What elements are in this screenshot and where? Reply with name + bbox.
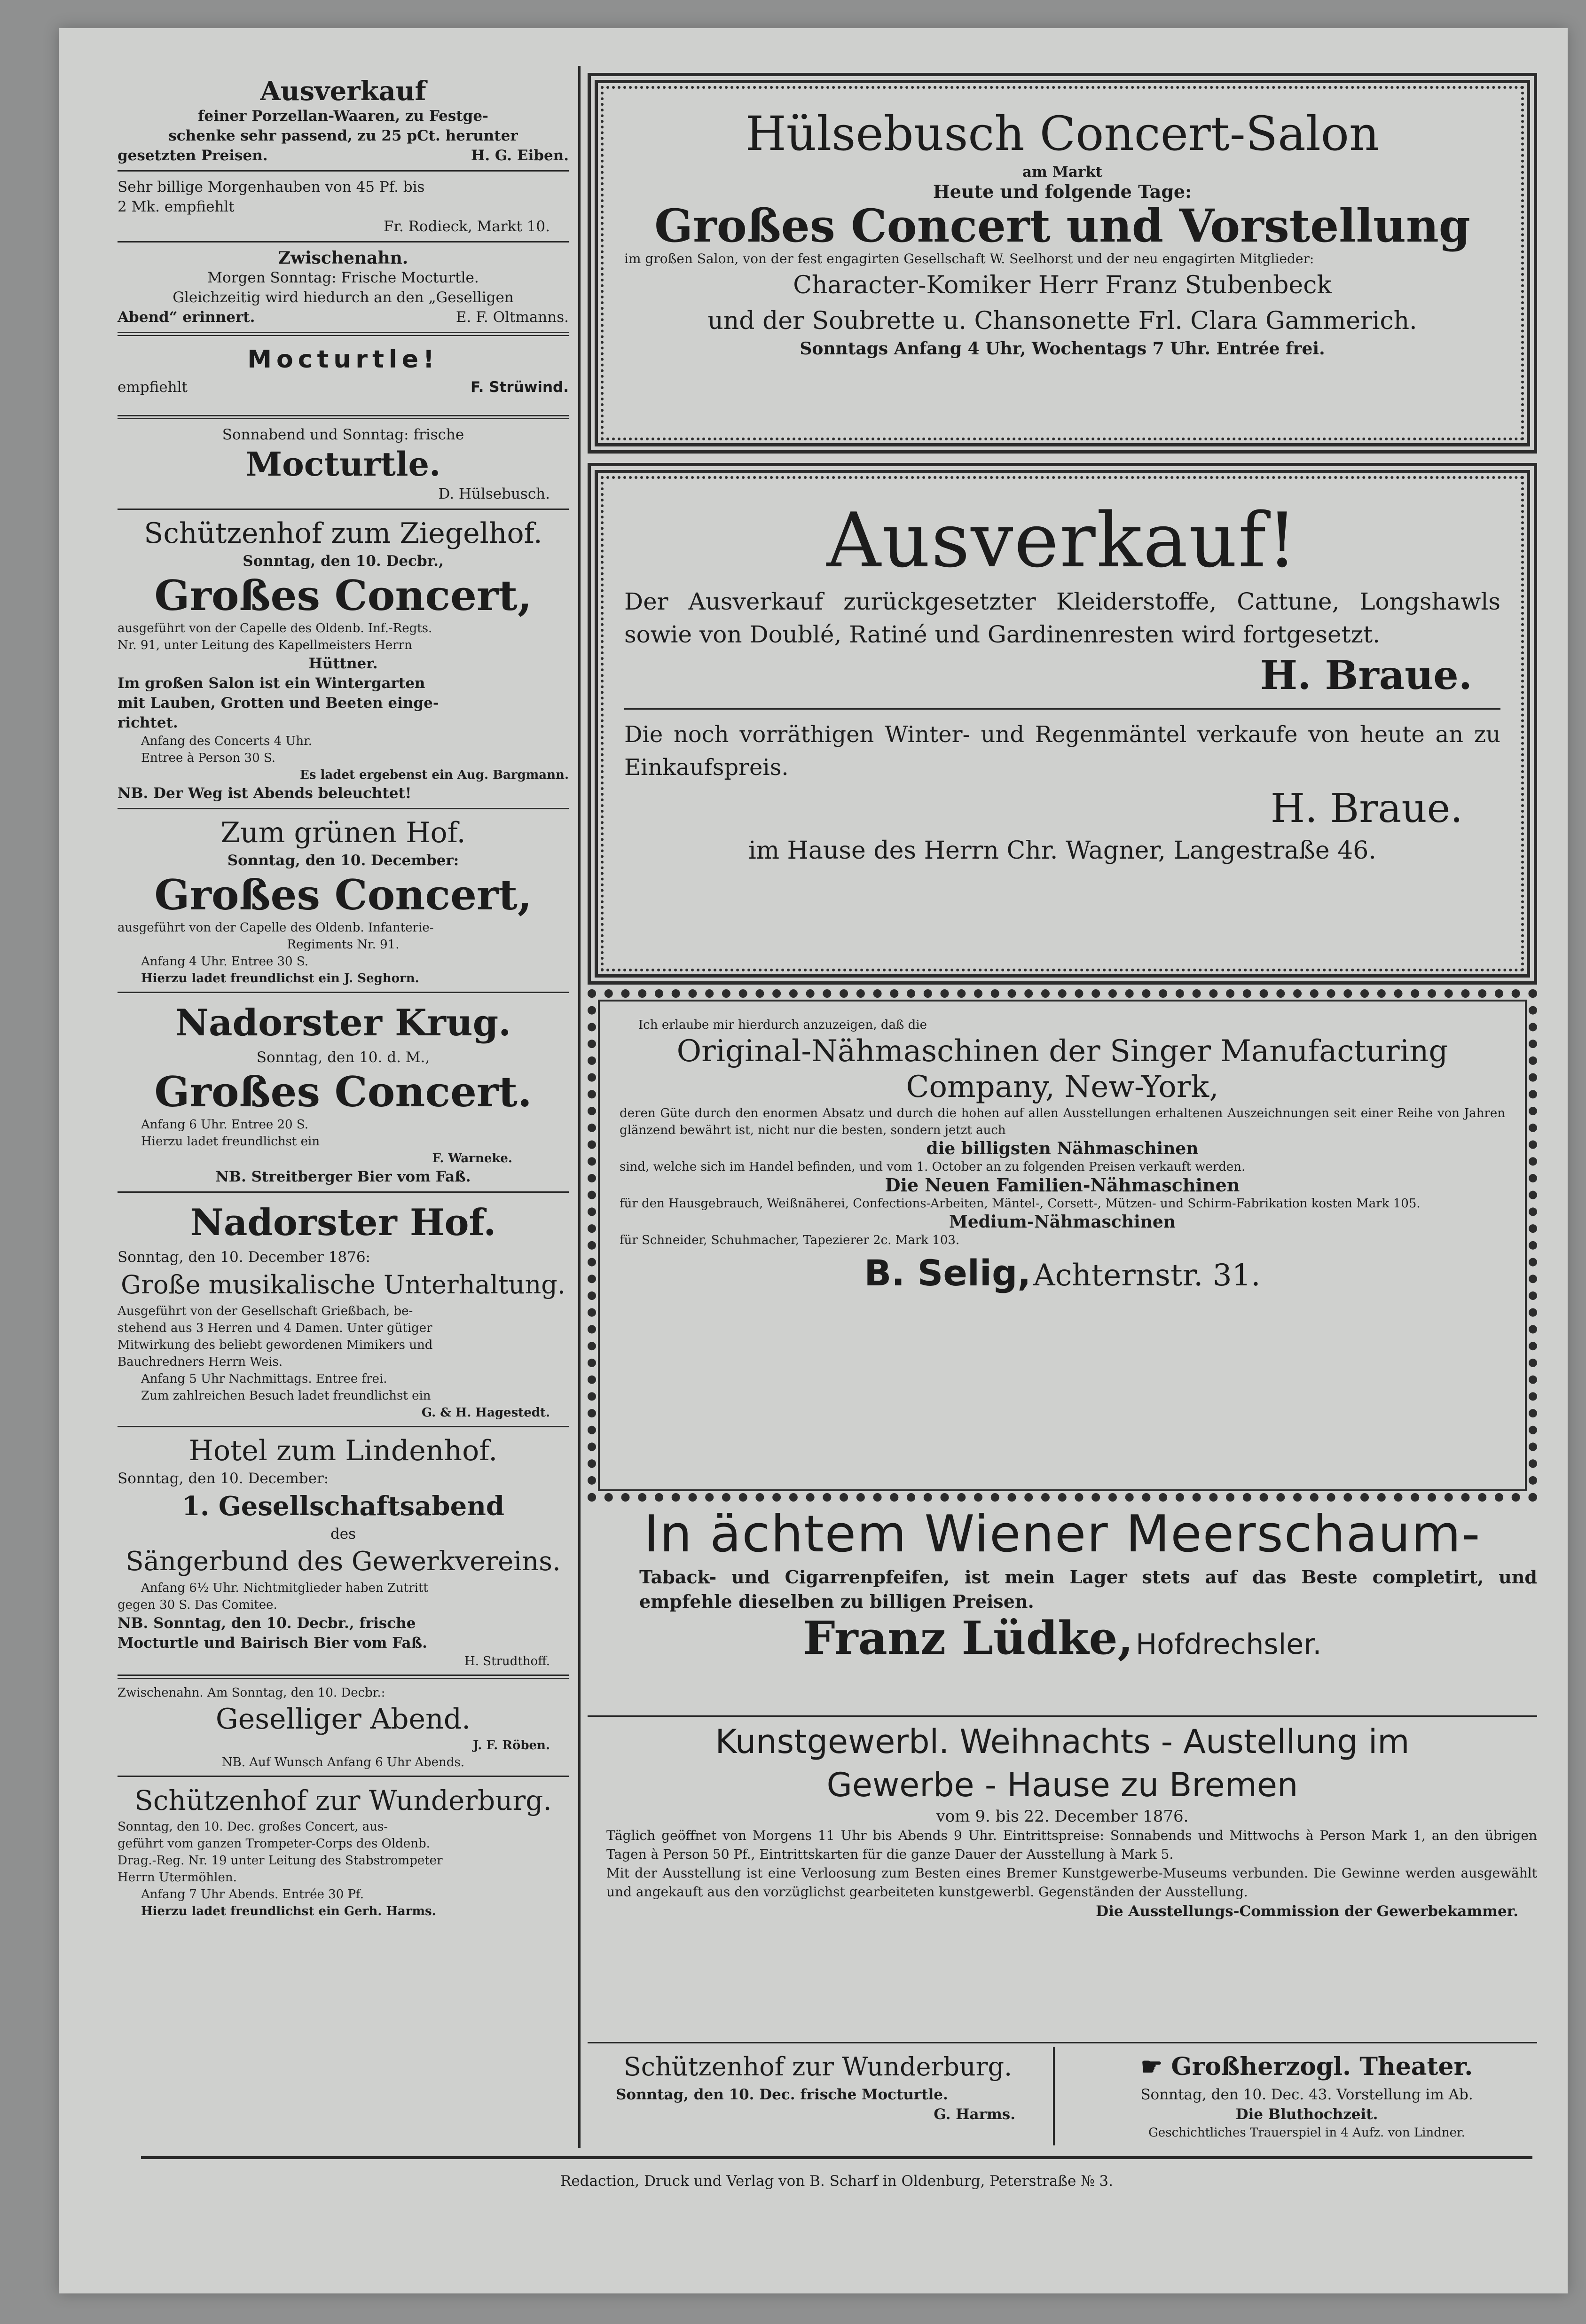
ad-address: im Hause des Herrn Chr. Wagner, Langestraße 46. [748,837,1376,865]
ad-note: NB. Auf Wunsch Anfang 6 Uhr Abends. [221,1755,465,1769]
ad-text: im großen Salon, von der fest engagirten Gesellschaft W. Seelhorst und der neu engagirten Mitglieder: [624,251,1314,266]
ad-date: Sonntag, den 10. December: [227,852,459,869]
ad-text: sind, welche sich im Handel befinden, und vom 1. October an zu folgenden Preisen verkauft werden. [620,1160,1246,1174]
ad-headline: Großes Concert und Vorstellung [654,199,1470,252]
ad-line: ausgeführt von der Capelle des Oldenb. Inf.-Regts. [118,621,432,635]
ad-braue [588,463,1537,985]
ad-title: In ächtem Wiener Meerschaum- [644,1505,1481,1564]
ad-text: Die noch vorräthigen Winter- und Regenmäntel verkaufe von heute an zu Einkaufspreis. [624,721,1500,781]
ad-signature: Fr. Rodieck, Markt 10. [383,218,550,235]
ad-text: Täglich geöffnet von Morgens 11 Uhr bis Abends 9 Uhr. Eintrittspreise: Sonnabends und Mittwochs à Person Mark 1, an den übrigen Tagen à Person 50 Pf., Eintrittskarten für die ganze Dauer der Ausstellung à Mark 5. [606,1828,1537,1862]
ad-title: Nadorster Krug. [175,1002,511,1044]
ad-address: Achternstr. 31. [1033,1258,1261,1293]
ad-rodieck [118,172,569,241]
ad-title: Schützenhof zur Wunderburg. [134,1784,552,1816]
ad-signature: H. G. Eiben. [471,147,569,164]
ad-line: Hierzu ladet freundlichst ein [141,1135,320,1149]
ad-line: gesetzten Preisen. [118,147,268,164]
ad-wunderburg-right [602,2049,1034,2124]
ad-line: Heute und folgende Tage: [933,181,1192,202]
bottom-rule [141,2156,1532,2159]
ad-note: NB. Der Weg ist Abends beleuchtet! [118,785,412,802]
ad-line: richtet. [118,714,178,731]
ad-line: Anfang 6 Uhr. Entree 20 S. [141,1118,309,1132]
ad-signature: H. Strudthoff. [464,1654,550,1668]
ad-signature: J. F. Röben. [473,1738,550,1753]
ad-title: Company, New-York, [906,1070,1219,1104]
ad-title: Schützenhof zur Wunderburg. [623,2052,1013,2081]
imprint: Redaction, Druck und Verlag von B. Scharf in Oldenburg, Peterstraße № 3. [560,2173,1113,2190]
ad-headline: 1. Gesellschaftsabend [181,1491,505,1522]
ad-headline: Die Neuen Familien-Nähmaschinen [885,1174,1240,1196]
ad-line: Sonntag, den 10. Dec. großes Concert, aus- [118,1820,388,1834]
ad-title: Mocturtle! [247,345,439,374]
ad-text: deren Güte durch den enormen Absatz und durch die hohen auf allen Ausstellungen erhaltenen Auszeichnungen seit einer Reihe von Jahren glänzend bewährt ist, nicht nur die besten, sondern jetzt auch [620,1106,1505,1137]
ad-text: für Schneider, Schuhmacher, Tapezierer 2c. Mark 103. [620,1233,960,1247]
ad-roeben [118,1679,569,1776]
ad-line: Geschichtliches Trauerspiel in 4 Aufz. von Lindner. [1148,2126,1465,2140]
ad-signature: F. Strüwind. [471,379,569,396]
ad-line: Entree à Person 30 S. [141,751,276,765]
ad-line: Die Bluthochzeit. [1235,2106,1378,2123]
ad-signature: Franz Lüdke, [803,1612,1133,1665]
ad-line: Im großen Salon ist ein Wintergarten [118,675,425,692]
ad-title: Gewerbe - Hause zu Bremen [826,1766,1298,1804]
ad-eiben [118,70,569,170]
ad-signature: Die Ausstellungs-Commission der Gewerbekammer. [1096,1903,1518,1920]
ad-date: vom 9. bis 22. December 1876. [936,1807,1189,1826]
ad-line: Ich erlaube mir hierdurch anzuzeigen, daß die [638,1018,927,1032]
ad-huelsebusch [118,419,569,509]
ad-signature: Es ladet ergebenst ein Aug. Bargmann. [300,768,569,782]
ad-date: Sonntag, den 10. d. M., [256,1049,430,1066]
ad-divider-vertical [1053,2047,1055,2145]
ad-ziegelhof [118,510,569,808]
ad-title: Kunstgewerbl. Weihnachts - Austellung im [715,1722,1410,1761]
ad-signature: G. Harms. [934,2106,1015,2123]
hand-icon: ☛ [1140,2052,1163,2081]
ad-struewind [118,336,569,402]
ad-date: Sonntag, den 10. December: [118,1470,329,1487]
ad-title: Ausverkauf! [826,496,1298,584]
column-divider [578,66,581,2148]
ad-nadorster-krug [118,993,569,1191]
ad-signature: Hierzu ladet freundlichst ein Gerh. Harms. [141,1904,436,1918]
ad-signature: Hierzu ladet freundlichst ein J. Seghorn. [141,971,419,986]
ad-signature: D. Hülsebusch. [438,485,550,502]
ad-line: Morgen Sonntag: Frische Mocturtle. [207,269,479,286]
ad-line: Mitwirkung des beliebt gewordenen Mimikers und [118,1338,433,1352]
ad-line: Anfang 6½ Uhr. Nichtmitglieder haben Zutritt [141,1581,428,1595]
ad-title: Schützenhof zum Ziegelhof. [144,517,542,550]
ad-title: Zum grünen Hof. [220,816,466,849]
ad-line: Sonnabend und Sonntag: frische [222,426,464,443]
ad-text: Sonntag, den 10. Dec. frische Mocturtle. [616,2086,948,2103]
ad-line: Sehr billige Morgenhauben von 45 Pf. bis [118,179,425,196]
ad-line: Sonntags Anfang 4 Uhr, Wochentags 7 Uhr. Entrée frei. [800,339,1325,359]
ad-title: Ausverkauf [260,76,426,107]
ad-line: Gleichzeitig wird hiedurch an den „Geselligen [173,289,514,306]
ad-line: Zwischenahn. Am Sonntag, den 10. Decbr.: [118,1686,385,1700]
ad-headline: Medium-Nähmaschinen [949,1212,1176,1232]
ad-gruener-hof [118,809,569,992]
ad-date: Sonntag, den 10. Decbr., [243,553,444,570]
ad-headline: Großes Concert, [154,571,532,620]
ad-title: Zwischenahn. [278,248,408,268]
ad-line: Abend“ erinnert. [118,309,255,326]
ad-title: Original-Nähmaschinen der Singer Manufacturing [676,1034,1448,1069]
ad-line: Sonntag, den 10. Dec. 43. Vorstellung im Ab. [1140,2086,1473,2103]
ad-singer [588,989,1537,1502]
divider [118,332,569,336]
ad-headline: Großes Concert, [154,870,532,919]
ad-headline: Große musikalische Unterhaltung. [121,1270,565,1299]
ad-title: Hotel zum Lindenhof. [188,1434,498,1467]
ad-title: Großherzogl. Theater. [1171,2052,1473,2081]
ad-kunstausstellung [588,1720,1537,1921]
ad-theater [1076,2049,1537,2141]
ad-line: Character-Komiker Herr Franz Stubenbeck [793,271,1332,299]
ad-concert-salon [588,73,1537,454]
ad-signature: E. F. Oltmanns. [455,309,569,326]
ad-line: Anfang 7 Uhr Abends. Entrée 30 Pf. [141,1887,364,1901]
divider [118,1675,569,1679]
ad-line: Herrn Utermöhlen. [118,1870,237,1885]
ad-text: Taback- und Cigarrenpfeifen, ist mein Lager stets auf das Beste completirt, und empfehle dieselben zu billigen Preisen. [639,1566,1537,1612]
ad-oltmanns [118,243,569,332]
ad-signature: F. Warneke. [432,1151,512,1166]
ad-line: feiner Porzellan-Waaren, zu Festge- [198,108,488,125]
left-column [118,70,569,1925]
ad-signature: H. Braue. [1270,785,1463,831]
ad-line: Hüttner. [308,655,378,672]
ad-line: Anfang des Concerts 4 Uhr. [141,734,312,748]
ad-line: mit Lauben, Grotten und Beeten einge- [118,695,439,712]
divider [588,1715,1537,1717]
ad-nadorster-hof [118,1193,569,1426]
ad-line: die billigsten Nähmaschinen [926,1139,1199,1158]
ad-line: Anfang 5 Uhr Nachmittags. Entree frei. [141,1372,387,1386]
ad-line: Drag.-Reg. Nr. 19 unter Leitung des Stabstrompeter [118,1854,443,1868]
ad-text: Mit der Ausstellung ist eine Verloosung zum Besten eines Bremer Kunstgewerbe-Museums verbunden. Die Gewinne werden ausgewählt und angekauft aus den vorzüglichst gearbeiteten kunstgewerbl. Gegenständen der Ausstellung. [606,1865,1537,1900]
ad-line: gegen 30 S. Das Comitee. [118,1598,277,1612]
ad-line: Mocturtle und Bairisch Bier vom Faß. [118,1635,427,1651]
ad-date: Sonntag, den 10. December 1876: [118,1249,370,1266]
ad-line: ausgeführt von der Capelle des Oldenb. Infanterie- [118,921,434,935]
ad-title: Mocturtle. [245,445,441,484]
ad-line: des [330,1526,356,1542]
ad-headline: Geselliger Abend. [215,1703,471,1736]
ad-signature: H. Braue. [1260,652,1472,698]
ad-line: geführt vom ganzen Trompeter-Corps des Oldenb. [118,1837,430,1851]
ad-line: am Markt [1022,164,1103,180]
ad-wunderburg-left [118,1777,569,1925]
ad-title: Nadorster Hof. [190,1201,496,1244]
ad-signature: B. Selig, [864,1252,1031,1294]
ad-line: Anfang 4 Uhr. Entree 30 S. [141,955,309,969]
ad-headline: Sängerbund des Gewerkvereins. [126,1546,561,1577]
ad-line: und der Soubrette u. Chansonette Frl. Clara Gammerich. [707,307,1417,335]
ad-headline: Großes Concert. [154,1067,532,1116]
ad-line: Regiments Nr. 91. [287,938,400,952]
ad-trade: Hofdrechsler. [1136,1628,1322,1661]
divider [588,2042,1537,2043]
ad-line: Nr. 91, unter Leitung des Kapellmeisters Herrn [118,638,412,652]
ad-line: empfiehlt [118,379,188,396]
ad-signature: G. & H. Hagestedt. [421,1406,550,1420]
ad-line: Ausgeführt von der Gesellschaft Grießbach, be- [118,1304,413,1318]
ad-text: Der Ausverkauf zurückgesetzter Kleiderstoffe, Cattune, Longshawls sowie von Doublé, Ratiné und Gardinenresten wird fortgesetzt. [624,588,1500,648]
ad-note: NB. Streitberger Bier vom Faß. [215,1168,471,1185]
ad-line: stehend aus 3 Herren und 4 Damen. Unter gütiger [118,1321,432,1335]
ad-line: Zum zahlreichen Besuch ladet freundlichst ein [141,1389,431,1403]
ad-line: NB. Sonntag, den 10. Decbr., frische [118,1615,416,1632]
ad-line: schenke sehr passend, zu 25 pCt. herunter [168,127,518,144]
ad-line: 2 Mk. empfiehlt [118,198,235,215]
ad-line: Bauchredners Herrn Weis. [118,1355,283,1369]
ad-lindenhof [118,1427,569,1675]
ad-title: Hülsebusch Concert-Salon [745,106,1380,161]
divider [624,708,1500,710]
ad-text: für den Hausgebrauch, Weißnäherei, Confections-Arbeiten, Mäntel-, Corsett-, Mützen- und Schirm-Fabrikation kosten Mark 105. [620,1197,1421,1211]
ad-meerschaum [588,1504,1537,1663]
divider [118,415,569,419]
